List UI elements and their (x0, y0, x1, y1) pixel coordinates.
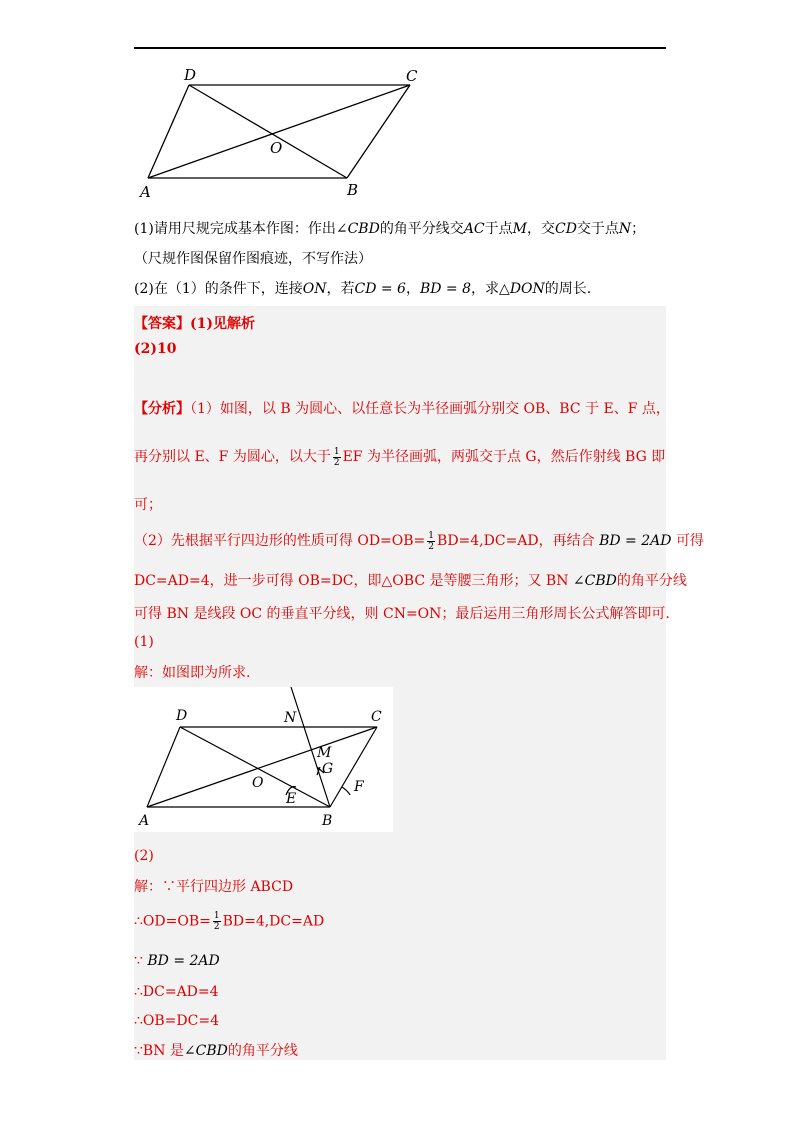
header-rule (134, 47, 666, 49)
solution2-line1: 解：∵平行四边形 ABCD (134, 879, 294, 895)
solution2-line5: ∴OB=DC=4 (134, 1013, 219, 1029)
solution2-line3: ∵ BD = 2AD (134, 953, 220, 969)
label-D: D (184, 66, 197, 84)
fig2-label-D: D (176, 708, 188, 724)
analysis-line6: 可得 BN 是线段 OC 的垂直平分线，则 CN=ON；最后运用三角形周长公式解答即可. (134, 606, 670, 622)
fig2-label-G: G (322, 761, 334, 777)
answer-line2: (2)10 (134, 341, 177, 357)
question-part2: (2)在（1）的条件下，连接ON，若CD = 6，BD = 8，求△DON的周长. (134, 281, 592, 297)
fig2-label-C: C (371, 709, 382, 725)
label-O: O (270, 139, 283, 157)
question-part1: (1)请用尺规完成基本作图：作出∠CBD的角平分线交AC于点M，交CD交于点N； (134, 221, 646, 237)
fig2-label-N: N (284, 710, 297, 726)
label-C: C (406, 67, 418, 85)
answer-panel (134, 306, 666, 1060)
solution1-label: (1) (134, 634, 154, 650)
analysis-line2: 再分别以 E、F 为圆心，以大于 $\frac{1}{2}$ EF 为半径画弧，两弧交于点 G，然后作射线 BG 即 (134, 446, 666, 468)
fig2-label-B: B (322, 813, 333, 829)
analysis-line1: 【分析】（1）如图，以 B 为圆心、以任意长为半径画弧分别交 OB、BC 于 E、F 点， (134, 401, 670, 417)
solution2-line6: ∵BN 是∠CBD的角平分线 (134, 1043, 298, 1059)
fig2-label-F: F (354, 779, 364, 795)
parallelogram-figure (134, 60, 434, 205)
solution2-line2: ∴OD=OB= $\frac{1}{2}$ BD=4,DC=AD (134, 911, 325, 932)
fig2-label-A: A (139, 813, 150, 829)
analysis-line3: 可； (134, 497, 162, 513)
label-A: A (140, 183, 151, 201)
answer-line1: 【答案】(1)见解析 (134, 316, 255, 332)
construction-figure (134, 687, 393, 832)
analysis-line5: DC=AD=4，进一步可得 OB=DC，即△OBC 是等腰三角形；又 BN ∠CBD的角平分线 (134, 573, 687, 589)
label-B: B (347, 181, 359, 199)
solution2-line4: ∴DC=AD=4 (134, 984, 219, 1000)
fig2-label-E: E (286, 791, 297, 807)
analysis-line4: （2）先根据平行四边形的性质可得 OD=OB= $\frac{1}{2}$ BD=4,DC=AD，再结合 BD = 2AD 可得 (134, 530, 704, 552)
solution1-text: 解：如图即为所求. (134, 665, 251, 681)
solution2-label: (2) (134, 848, 154, 864)
question-note: （尺规作图保留作图痕迹，不写作法） (134, 251, 372, 267)
fig2-label-O: O (252, 775, 264, 791)
fig2-label-M: M (317, 745, 332, 761)
